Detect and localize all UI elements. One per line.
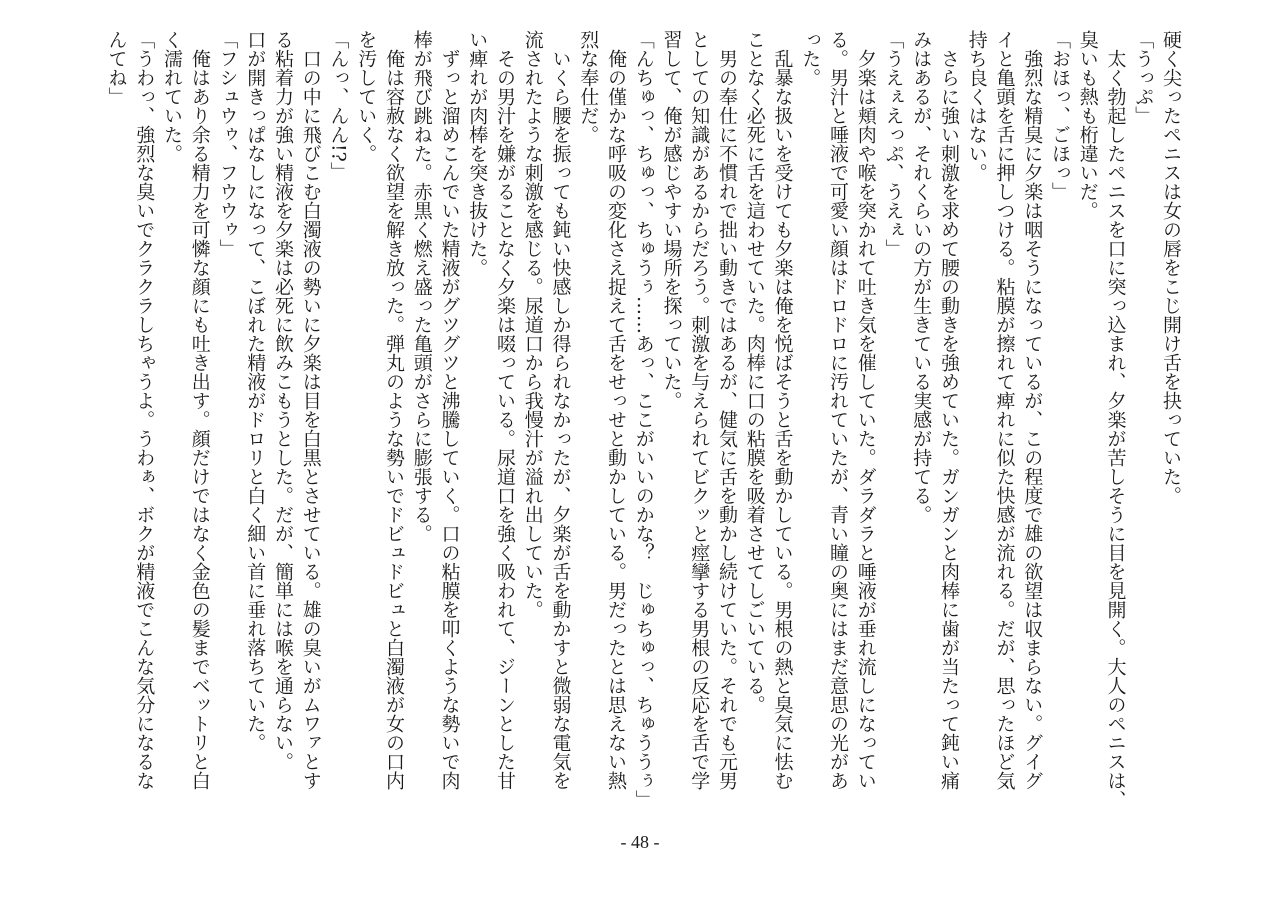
text-line: 太く勃起したペニスを口に突っ込まれ、夕楽が苦しそうに目を見開く。大人のペニスは、 <box>1104 30 1127 809</box>
text-line: みはあるが、それくらいの方が生きている実感が持てる。 <box>910 30 933 524</box>
text-line: 強烈な精臭に夕楽は咽そうになっているが、この程度で雄の欲望は収まらない。グイグ <box>1021 30 1044 790</box>
text-line: 俺の僅かな呼吸の変化さえ捉えて舌をせっせと動かしている。男だったとは思えない熱 <box>605 30 627 790</box>
text-line: 臭いも熱も桁違いだ。 <box>1076 30 1099 220</box>
text-line: 「うえぇえっぷ、うえぇ」 <box>882 30 905 258</box>
text-line: 「うわっ、強烈な臭いでクラクラしちゃうよ。うわぁ、ボクが精液でこんな気分になるな <box>133 30 156 790</box>
text-line: ずっと溜めこんでいた精液がグツグツと沸騰していく。口の粘膜を叩くような勢いで肉 <box>438 30 461 790</box>
text-line: 俺は容赦なく欲望を解き放った。弾丸のような勢いでドビュドビュと白濁液が女の口内 <box>383 30 405 790</box>
text-line: 「おほっ、ごほっ」 <box>1049 30 1071 201</box>
text-line: く濡れていた。 <box>161 30 183 163</box>
text-line: イと亀頭を舌に押しつける。粘膜が擦れて痺れに似た快感が流れる。だが、思ったほど気 <box>993 30 1016 790</box>
text-line: 男の奉仕に不慣れで拙い動きではあるが、健気に舌を動かし続けていた。それでも元男 <box>716 30 738 790</box>
text-line: としての知識があるからだろう。刺激を与えられてビクッと痙攣する男根の反応を舌で学 <box>688 30 711 790</box>
text-line: ことなく必死に舌を這わせていた。肉棒に口の粘膜を吸着させてしごいている。 <box>743 30 766 714</box>
text-line: を汚していく。 <box>355 30 378 163</box>
text-line: 「んっ、んん!?」 <box>327 30 350 181</box>
text-line: んてね」 <box>105 30 128 106</box>
text-line: った。 <box>799 30 822 87</box>
text-line: さらに強い刺激を求めて腰の動きを強めていた。ガンガンと肉棒に歯が当たって鈍い痛 <box>938 30 960 790</box>
text-line: 夕楽は頬肉や喉を突かれて吐き気を催していた。ダラダラと唾液が垂れ流しになってい <box>854 30 877 790</box>
text-line: い痺れが肉棒を突き抜けた。 <box>466 30 489 277</box>
text-line: 烈な奉仕だ。 <box>577 30 600 144</box>
text-line: る。男汁と唾液で可愛い顔はドロドロに汚れていたが、青い瞳の奥にはまだ意思の光があ <box>827 30 849 790</box>
page-number: - 48 - <box>620 832 660 852</box>
text-line: 「んちゅっ、ちゅっ、ちゅうぅ……あっ、ここがいいのかな？ じゅちゅっ、ちゅううぅ」 <box>632 30 655 809</box>
text-line: 俺はあり余る精力を可憐な顔にも吐き出す。顔だけではなく金色の髪までベットリと白 <box>188 30 211 790</box>
text-line: 乱暴な扱いを受けても夕楽は俺を悦ばそうと舌を動かしている。男根の熱と臭気に怯む <box>771 30 794 790</box>
text-line: 棒が飛び跳ねた。赤黒く燃え盛った亀頭がさらに膨張する。 <box>410 30 433 543</box>
text-line: 持ち良くはない。 <box>965 30 988 182</box>
text-line: いくら腰を振っても鈍い快感しか得られなかったが、夕楽が舌を動かすと微弱な電気を <box>549 30 572 790</box>
text-line: その男汁を嫌がることなく夕楽は啜っている。尿道口を強く吸われて、ジーンとした甘 <box>494 30 516 790</box>
text-line: 流されたような刺激を感じる。尿道口から我慢汁が溢れ出していた。 <box>521 30 544 619</box>
text-line: 口の中に飛びこむ白濁液の勢いに夕楽は目を白黒とさせている。雄の臭いがムワァとす <box>299 30 322 790</box>
text-line: 「うっぷ」 <box>1132 30 1155 125</box>
text-line: 習して、俺が感じやすい場所を探っていた。 <box>660 30 683 410</box>
text-line: 硬く尖ったペニスは女の唇をこじ開け舌を抉っていた。 <box>1160 30 1182 505</box>
text-line: 口が開きっぱなしになって、こぼれた精液がドロリと白く細い首に垂れ落ちていた。 <box>244 30 267 752</box>
text-line: 「フシュウゥ、フウウゥ」 <box>216 30 239 258</box>
text-line: る粘着力が強い精液を夕楽は必死に飲みこもうとした。だが、簡単には喉を通らない。 <box>272 30 294 771</box>
